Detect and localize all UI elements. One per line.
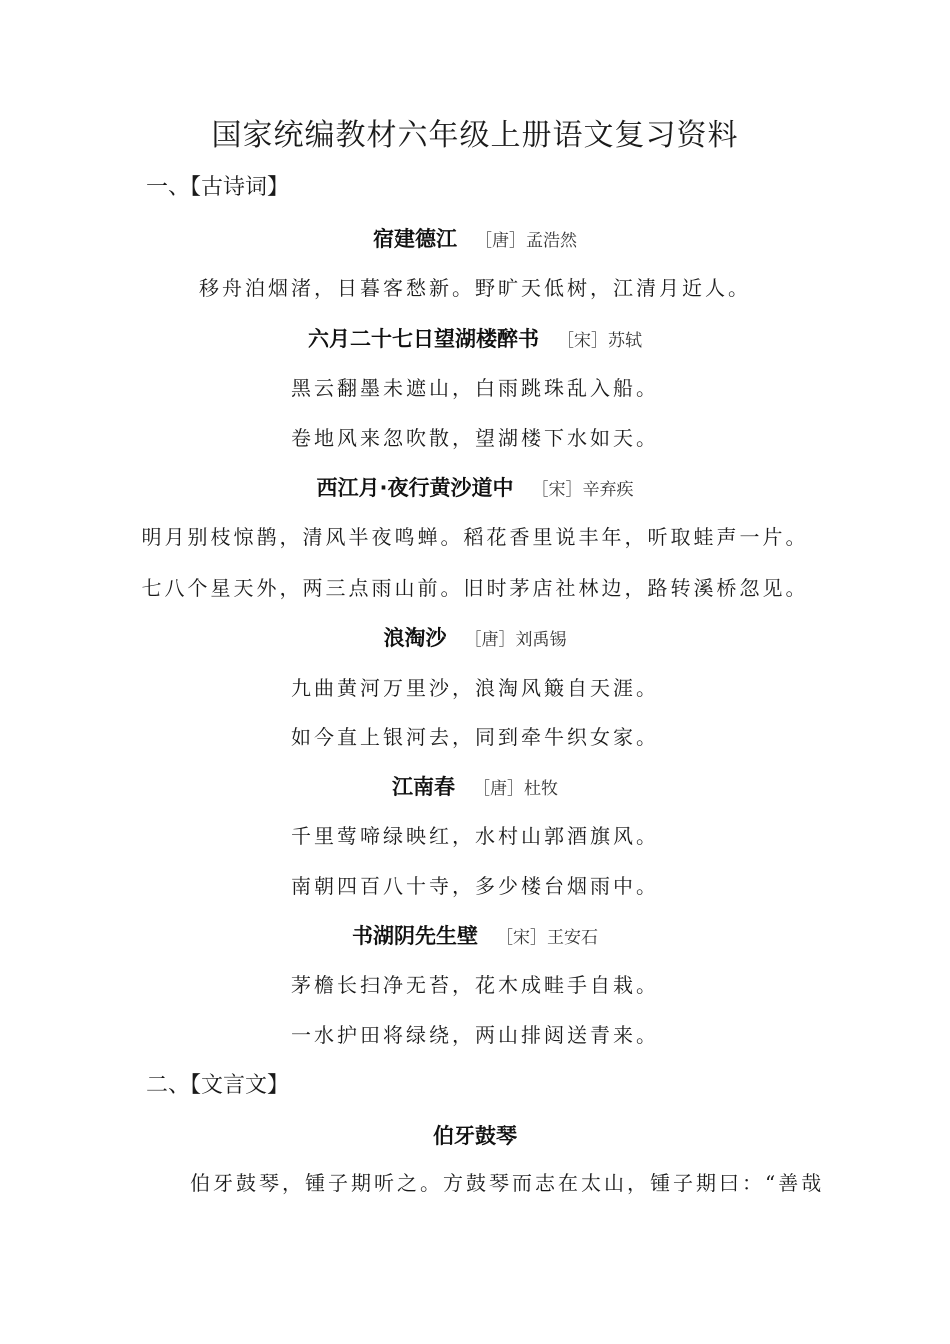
poem-title: 浪淘沙 — [383, 626, 447, 650]
classical-title: 伯牙鼓琴 — [433, 1124, 517, 1148]
poem-heading — [0, 622, 950, 652]
poem-line: 一水护田将绿绕，两山排闼送青来。 — [291, 1023, 659, 1047]
poem-title: 江南春 — [392, 775, 455, 799]
poem-author: ［唐］杜牧 — [473, 779, 558, 799]
poem-line: 千里莺啼绿映红，水村山郭酒旗风。 — [291, 824, 659, 848]
poem-heading — [0, 472, 950, 502]
poem-heading — [0, 223, 950, 253]
poem-author: ［唐］孟浩然 — [475, 231, 577, 251]
classical-heading — [0, 1120, 950, 1150]
poem-line: 明月别枝惊鹊，清风半夜鸣蝉。稻花香里说丰年，听取蛙声一片。 — [141, 525, 809, 549]
poem-author: ［宋］辛弃疾 — [531, 480, 634, 500]
poem-line: 卷地风来忽吹散，望湖楼下水如天。 — [291, 426, 659, 450]
poem-title: 书湖阴先生壁 — [352, 924, 478, 948]
poem-author: ［宋］苏轼 — [557, 331, 642, 351]
poem-author: ［宋］王安石 — [496, 928, 598, 948]
poem-line: 如今直上银河去，同到牵牛织女家。 — [291, 725, 659, 749]
poem-line: 黑云翻墨未遮山，白雨跳珠乱入船。 — [291, 376, 659, 400]
poem-heading — [0, 920, 950, 950]
classical-text: 伯牙鼓琴，锺子期听之。方鼓琴而志在太山，锺子期曰：“善哉 — [190, 1171, 825, 1195]
poem-line: 九曲黄河万里沙，浪淘风簸自天涯。 — [291, 676, 659, 700]
poem-title: 六月二十七日望湖楼醉书 — [308, 327, 539, 351]
poem-heading — [0, 323, 950, 353]
poem-heading — [0, 771, 950, 801]
poem-title: 西江月·夜行黄沙道中 — [316, 476, 514, 500]
poem-line: 南朝四百八十寺，多少楼台烟雨中。 — [291, 874, 659, 898]
poem-line: 茅檐长扫净无苔，花木成畦手自栽。 — [291, 973, 659, 997]
poem-author: ［唐］刘禹锡 — [464, 630, 567, 650]
section-heading-classical: 二、【文言文】 — [146, 1073, 290, 1098]
poem-title: 宿建德江 — [373, 227, 457, 251]
poem-line: 移舟泊烟渚，日暮客愁新。野旷天低树，江清月近人。 — [199, 276, 751, 300]
document-title: 国家统编教材六年级上册语文复习资料 — [211, 118, 739, 153]
poem-line: 七八个星天外，两三点雨山前。旧时茅店社林边，路转溪桥忽见。 — [141, 576, 809, 600]
section-heading-poetry: 一、【古诗词】 — [146, 175, 290, 200]
